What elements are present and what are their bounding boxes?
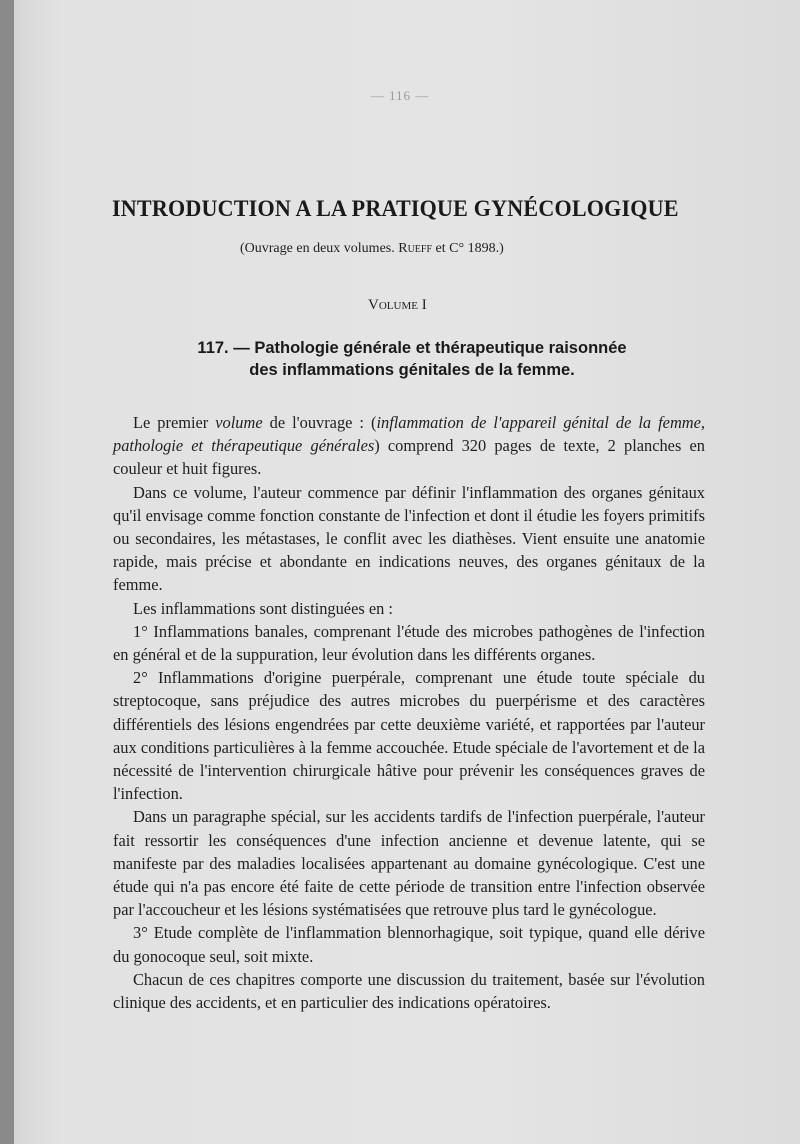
paragraph-1-italic-title: inflammation de l'appareil génital de la femme, pathologie et thérapeutique générales [113,413,706,456]
subtitle-suffix: et C° 1898.) [435,241,504,256]
book-subtitle [240,241,504,257]
paragraph-1-part: Le premier [133,413,216,432]
section-title-line1: — Pathologie générale et thérapeutique raisonnée [233,339,627,357]
page-number: — 116 — [370,88,430,103]
paragraph-7: 3° Etude complète de l'inflammation blennorhagique, soit typique, quand elle dérive du gonocoque seul, soit mixte. [113,923,705,966]
subtitle-prefix: (Ouvrage en deux volumes. [240,241,395,256]
paragraph-5: 2° Inflammations d'origine puerpérale, comprenant une étude toute spéciale du streptocoque, sans préjudice des autres microbes du puerpérisme et des caractères différentiels des lésions engendrées par cette deuxième variété, et rapportées par l'auteur aux conditions particulières à la femme accouchée. Etude spéciale de l'avortement et de la nécessité de l'intervention chirurgicale hâtive pour prévenir les conséquences graves de l'infection. [113,668,705,804]
paragraph-1 [113,411,705,481]
paragraph-8: Chacun de ces chapitres comporte une discussion du traitement, basée sur l'évolution clinique des accidents, et en particulier des indications opératoires. [113,969,705,1013]
body-text [113,411,705,1014]
paragraph-1-part: de l'ouvrage : ( [262,413,377,432]
book-title: INTRODUCTION A LA PRATIQUE GYNÉCOLOGIQUE [112,196,679,221]
paragraph-3: Les inflammations sont distinguées en : [133,598,393,618]
subtitle-publisher: Rueff [398,241,433,256]
paragraph-4: 1° Inflammations banales, comprenant l'étude des microbes pathogènes de l'infection en général et de la suppuration, leur évolution dans les différents organes. [113,621,705,665]
volume-label: Volume I [368,297,427,313]
paragraph-2: Dans ce volume, l'auteur commence par définir l'inflammation des organes génitaux qu'il envisage comme fonction constante de l'infection et dont il étudie les foyers primitifs ou secondaires, les métastases, le conflit avec les diathèses. Vient ensuite une anatomie rapide, mais précise et abondante en indications neuves, des organes génitaux de la femme. [113,482,705,595]
section-number: 117. [197,339,229,357]
section-heading-line1 [132,337,692,359]
section-title-line2: des inflammations génitales de la femme. [249,361,575,379]
paragraph-1-part: ) comprend 320 pages de texte, 2 planches en couleur et huit figures. [113,436,705,479]
paragraph-1-italic-volume: volume [215,413,263,432]
paragraph-6: Dans un paragraphe spécial, sur les accidents tardifs de l'infection puerpérale, l'auteur fait ressortir les conséquences d'une infection ancienne et devenue latente, qui se manifeste par des maladies localisées appartenant au domaine gynécologique. C'est une étude qui n'a pas encore été faite de cette période de transition entre l'infection observée par l'accoucheur et les lésions systématisées que retrouve plus tard le gynécologue. [113,807,705,920]
section-heading [132,337,692,381]
